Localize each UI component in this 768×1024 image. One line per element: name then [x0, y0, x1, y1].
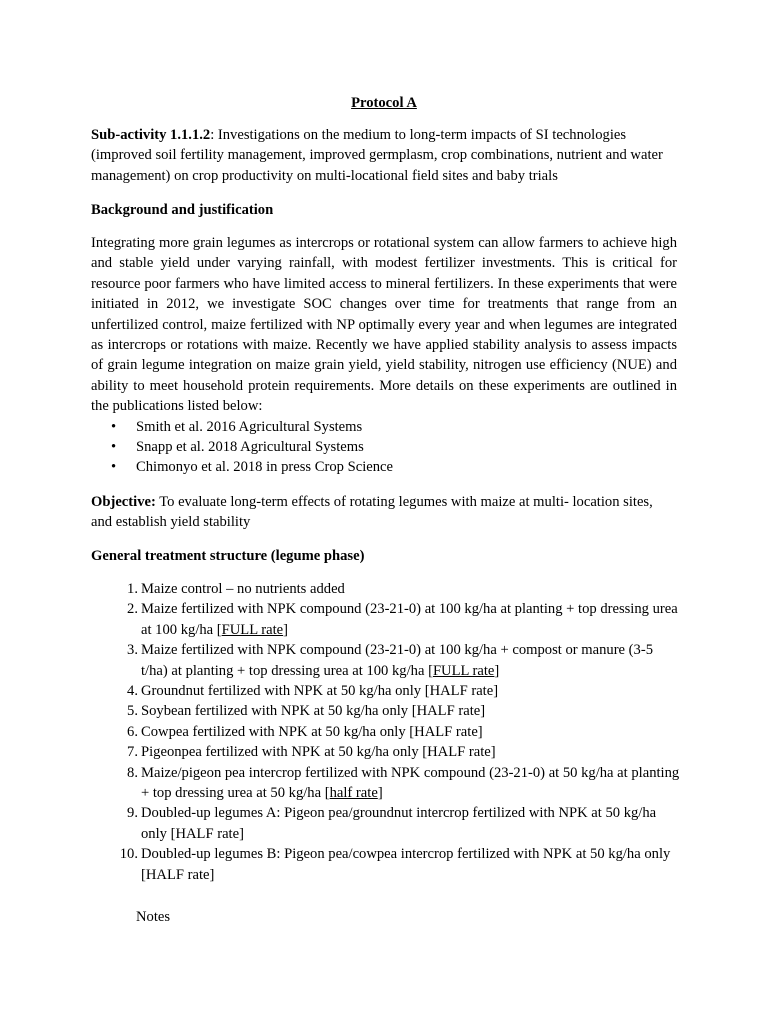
item-number: 4.: [127, 683, 138, 700]
objective-label: Objective:: [91, 494, 156, 510]
list-item: [91, 763, 681, 804]
item-text-end: ]: [283, 621, 288, 638]
list-item: [91, 722, 681, 742]
item-text: Groundnut fertilized with NPK at 50 kg/ha only [HALF rate]: [141, 683, 499, 700]
item-number: 10.: [119, 846, 138, 863]
item-number: 1.: [127, 581, 138, 597]
list-item: [91, 844, 681, 885]
subactivity-text: : Investigations on the medium to long-term impacts of SI technologies (improved soil fertility management, improved germplasm, crop combinations, nutrient and water management) on crop productivity on multi-locational field sites and baby trials: [91, 127, 663, 184]
bullet-icon: •: [111, 439, 117, 456]
bullet-icon: •: [111, 418, 117, 435]
item-text: Maize fertilized with NPK compound (23-21-0) at 100 kg/ha + compost or manure (3-5 t/ha) at planting + top dressing urea at 100 kg/ha [: [141, 642, 653, 679]
reference-text: Smith et al. 2016 Agricultural Systems: [136, 418, 363, 435]
list-item: [91, 640, 681, 681]
item-number: 7.: [127, 744, 138, 761]
item-number: 6.: [127, 723, 138, 740]
item-text: Maize control – no nutrients added: [141, 581, 345, 597]
list-item: [91, 742, 681, 762]
item-number: 2.: [127, 601, 138, 618]
list-item: [91, 599, 681, 640]
item-text-end: ]: [494, 662, 500, 679]
item-text: Maize/pigeon pea intercrop fertilized with NPK compound (23-21-0) at 50 kg/ha at planting + top dressing urea at 50 kg/ha [: [141, 764, 680, 802]
reference-text: Snapp et al. 2018 Agricultural Systems: [136, 439, 364, 456]
item-text: Soybean fertilized with NPK at 50 kg/ha only [HALF rate]: [141, 703, 486, 720]
background-section: [91, 233, 677, 478]
list-item: [91, 579, 681, 599]
treatment-list: [91, 579, 681, 885]
bullet-icon: •: [111, 459, 117, 476]
list-item: [91, 417, 677, 437]
objective-text: To evaluate long-term effects of rotating legumes with maize at multi- location sites, and establish yield stability: [91, 494, 653, 531]
background-paragraph: Integrating more grain legumes as intercrops or rotational system can allow farmers to achieve high and stable yield under varying rainfall, with modest fertilizer investments. This is critical for resource poor farmers who have limited access to mineral fertilizers. In these experiments that were initiated in 2012, we investigate SOC changes over time for treatments that range from an unfertilized control, maize fertilized with NP optimally every year and when legumes are integrated as intercrops or rotations with maize. Recently we have applied stability analysis to assess impacts of grain legume integration on maize grain yield, yield stability, nitrogen use efficiency (NUE) and ability to meet household protein requirements. More details on these experiments are outlined in the publications listed below:: [91, 235, 677, 415]
item-rate: half rate: [329, 785, 378, 802]
list-item: [91, 803, 681, 844]
item-rate: FULL rate: [221, 621, 284, 638]
item-text: Maize fertilized with NPK compound (23-21-0) at 100 kg/ha at planting + top dressing urea at 100 kg/ha [: [141, 601, 678, 638]
notes-label: Notes: [136, 909, 171, 925]
page-title: Protocol A: [351, 95, 417, 111]
treatment-heading: General treatment structure (legume phase): [91, 548, 365, 564]
item-number: 3.: [127, 642, 138, 659]
item-text: Cowpea fertilized with NPK at 50 kg/ha only [HALF rate]: [141, 723, 483, 740]
item-number: 8.: [127, 764, 138, 781]
list-item: [91, 457, 677, 477]
subactivity-label: Sub-activity 1.1.1.2: [91, 127, 211, 143]
item-text: Pigeonpea fertilized with NPK at 50 kg/ha only [HALF rate]: [141, 744, 496, 761]
item-text: Doubled-up legumes B: Pigeon pea/cowpea intercrop fertilized with NPK at 50 kg/ha only [HALF rate]: [141, 846, 671, 883]
list-item: [91, 681, 681, 701]
item-rate: FULL rate: [432, 662, 495, 679]
background-heading: Background and justification: [91, 202, 274, 218]
item-number: 9.: [127, 805, 138, 822]
list-item: [91, 437, 677, 457]
list-item: [91, 701, 681, 721]
item-text-end: ]: [377, 785, 383, 802]
subactivity-paragraph: [91, 125, 677, 186]
item-text: Doubled-up legumes A: Pigeon pea/groundnut intercrop fertilized with NPK at 50 kg/ha only [HALF rate]: [141, 805, 657, 842]
reference-text: Chimonyo et al. 2018 in press Crop Science: [136, 459, 393, 476]
reference-list: [91, 417, 677, 478]
item-number: 5.: [127, 703, 138, 720]
objective-paragraph: [91, 492, 677, 533]
